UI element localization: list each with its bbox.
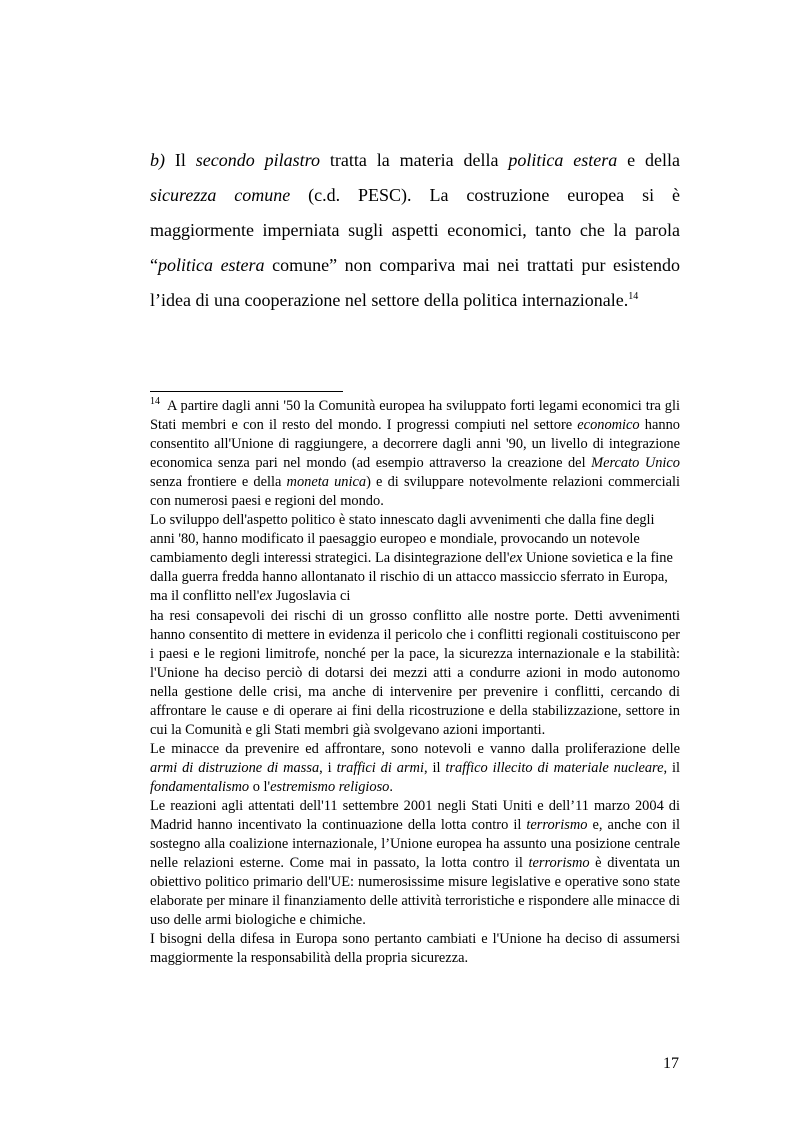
footnote-paragraph — [150, 397, 680, 511]
footnote-paragraph: ha resi consapevoli dei rischi di un grosso conflitto alle nostre porte. Detti avvenimenti hanno consentito di mettere in evidenza il pericolo che i conflitti regionali costituiscono per i paesi e le regioni limitrofe, nonché per la pace, la sicurezza internazionale e la stabilità: l'Unione ha deciso perciò di dotarsi dei mezzi atti a condurre azioni in modo autonomo nella gestione delle crisi, ma anche di intervenire per prevenire i conflitti, cercando di affrontare le cause e di operare ai fini della ricostruzione e della stabilizzazione, settore in cui la Comunità e gli Stati membri già svolgevano azioni importanti. — [150, 607, 680, 738]
paragraph-second-pillar — [150, 143, 680, 318]
main-text — [150, 143, 680, 318]
footnote-paragraph: Le minacce da prevenire ed affrontare, sono notevoli e vanno dalla proliferazione delle armi di distruzione di massa, i traffici di armi, il traffico illecito di materiale nucleare, il fondamentalismo o l'estremismo religioso. — [150, 740, 681, 795]
footnote — [150, 397, 680, 968]
footnote-text: A partire dagli anni '50 la Comunità europea ha sviluppato forti legami economici tra gli Stati membri e con il resto del mondo. I progressi compiuti nel settore economico hanno consentito all'Unione di raggiungere, a decorrere dagli anni '90, un livello di integrazione economica senza pari nel mondo (ad esempio attraverso la creazione del Mercato Unico senza frontiere e della moneta unica) e di sviluppare notevolmente relazioni commerciali con numerosi paesi e regioni del mondo. — [150, 398, 680, 510]
footnote-number: 14 — [150, 396, 160, 408]
footnote-paragraph: Le reazioni agli attentati dell'11 settembre 2001 negli Stati Uniti e dell’11 marzo 2004 di Madrid hanno incentivato la continuazione della lotta contro il terrorismo e, anche con il sostegno alla coalizione internazionale, l’Unione europea ha assunto una posizione centrale nelle relazioni esterne. Come mai in passato, la lotta contro il terrorismo è diventata un obiettivo politico primario dell'UE: numerosissime misure legislative e operative sono state elaborate per minare il finanziamento delle attività terroristiche e rispondere alle minacce di uso delle armi biologiche e chimiche. — [150, 797, 680, 929]
footnote-reference: 14 — [628, 291, 639, 302]
footnote-separator — [150, 391, 343, 392]
footnote-paragraph: Lo sviluppo dell'aspetto politico è stato innescato dagli avvenimenti che dalla fine degli anni '80, hanno modificato il paesaggio europeo e mondiale, provocando un notevole cambiamento degli interessi strategici. La disintegrazione dell'ex Unione sovietica e la fine dalla guerra fredda hanno allontanato il rischio di un attacco massiccio sferrato in Europa, ma il conflitto nell'ex Jugoslavia ci — [150, 512, 673, 605]
page-number: 17 — [663, 1055, 679, 1072]
footnote-paragraph: I bisogni della difesa in Europa sono pertanto cambiati e l'Unione ha deciso di assumersi maggiormente la responsabilità della propria sicurezza. — [150, 931, 680, 967]
paragraph-text: b) Il secondo pilastro tratta la materia della politica estera e della sicurezza comune (c.d. PESC). La costruzione europea si è maggiormente imperniata sugli aspetti economici, tanto che la parola “politica estera comune” non compariva mai nei trattati pur esistendo l’idea di una cooperazione nel settore della politica internazionale. — [150, 150, 680, 310]
